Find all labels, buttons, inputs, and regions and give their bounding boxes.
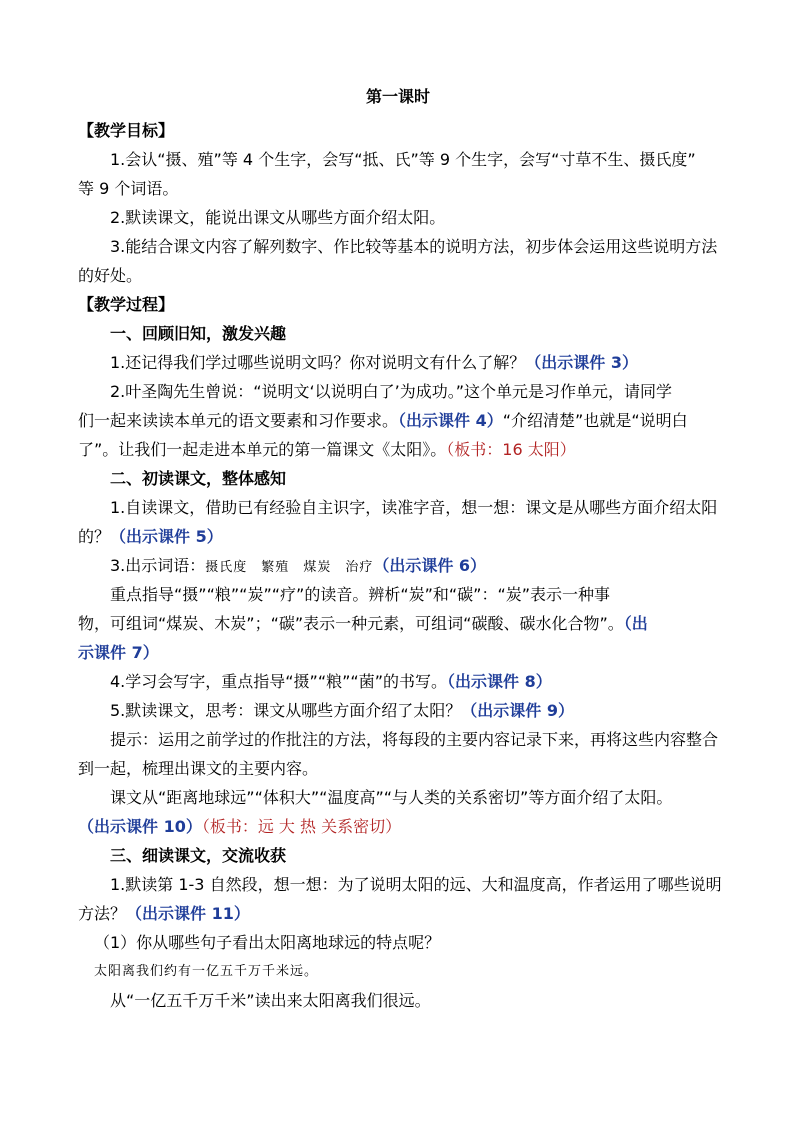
slide-tag: （出 bbox=[623, 614, 648, 633]
para-text: 5.默读课文，思考：课文从哪些方面介绍了太阳？ bbox=[110, 701, 462, 720]
section-2-para-4-line-2 bbox=[78, 609, 718, 638]
slide-tag: （出示课件 8） bbox=[447, 672, 552, 691]
section-2-para-6 bbox=[78, 696, 718, 725]
section-3-heading: 三、细读课文，交流收获 bbox=[110, 846, 287, 865]
word-1: 摄氏度 bbox=[205, 560, 248, 575]
para-text: “介绍清楚”也就是“说明白 bbox=[502, 411, 688, 430]
section-2-para-8-line-1: 课文从“距离地球远”“体积大”“温度高”“与人类的关系密切”等方面介绍了太阳。 bbox=[110, 788, 673, 807]
slide-tag: （出示课件 3） bbox=[525, 353, 638, 372]
section-2-para-5 bbox=[78, 667, 718, 696]
slide-tag: 课件 7） bbox=[94, 643, 159, 662]
section-3-para-1-line-2 bbox=[78, 899, 718, 928]
section-2-para-3 bbox=[78, 551, 718, 580]
section-2-para-4-line-1: 重点指导“摄”“粮”“炭”“疗”的读音。辨析“炭”和“碳”：“炭”表示一种事 bbox=[110, 585, 611, 604]
objective-2: 2.默读课文，能说出课文从哪些方面介绍太阳。 bbox=[110, 208, 446, 227]
section-2-para-8-line-2 bbox=[78, 812, 718, 841]
objective-1-line-1: 1.会认“摄、殖”等 4 个生字，会写“抵、氏”等 9 个生字，会写“寸草不生、摄氏度” bbox=[110, 150, 696, 169]
objectives-header: 【教学目标】 bbox=[78, 121, 175, 140]
board-note: （板书：16 太阳） bbox=[446, 440, 576, 459]
word-2: 繁殖 bbox=[261, 560, 290, 575]
slide-tag: 示 bbox=[78, 643, 95, 662]
para-text: 方法？ bbox=[78, 904, 127, 923]
section-1-heading: 一、回顾旧知，激发兴趣 bbox=[110, 324, 287, 343]
section-2-para-4-line-3 bbox=[78, 638, 718, 667]
objective-3-line-2: 的好处。 bbox=[78, 266, 143, 285]
para-text: 物，可组词“煤炭、木炭”；“碳”表示一种元素，可组词“碳酸、碳水化合物”。 bbox=[78, 614, 624, 633]
word-3: 煤炭 bbox=[303, 560, 332, 575]
section-1-para-2-line-2 bbox=[78, 406, 718, 435]
section-2-para-7-line-2: 到一起，梳理出课文的主要内容。 bbox=[78, 759, 319, 778]
slide-tag: （出示课件 6） bbox=[373, 556, 487, 575]
para-text: 们一起来读读本单元的语文要素和习作要求。 bbox=[78, 411, 399, 430]
objective-3-line-1: 3.能结合课文内容了解列数字、作比较等基本的说明方法，初步体会运用这些说明方法 bbox=[110, 237, 718, 256]
section-3-answer: 从“一亿五千万千米”读出来太阳离我们很远。 bbox=[110, 991, 431, 1010]
slide-tag: （出示课件 5） bbox=[110, 527, 223, 546]
process-header: 【教学过程】 bbox=[78, 295, 175, 314]
para-text: 的？ bbox=[78, 527, 111, 546]
section-3-question-1: （1）你从哪些句子看出太阳离地球远的特点呢？ bbox=[94, 933, 441, 952]
section-2-heading: 二、初读课文，整体感知 bbox=[110, 469, 287, 488]
slide-tag: （出示课件 10） bbox=[78, 817, 202, 836]
para-text: 1.还记得我们学过哪些说明文吗？你对说明文有什么了解？ bbox=[110, 353, 526, 372]
slide-tag: （出示课件 9） bbox=[461, 701, 574, 720]
section-1-para-1 bbox=[78, 348, 718, 377]
section-1-para-2-line-3 bbox=[78, 435, 718, 464]
slide-tag: （出示课件 11） bbox=[126, 904, 250, 923]
para-text: 3.出示词语： bbox=[110, 556, 206, 575]
slide-tag: （出示课件 4） bbox=[398, 411, 503, 430]
document-content bbox=[78, 86, 722, 1015]
section-2-para-1-line-2 bbox=[78, 522, 718, 551]
para-text: 了”。让我们一起走进本单元的第一篇课文《太阳》。 bbox=[78, 440, 447, 459]
page-title: 第一课时 bbox=[365, 87, 430, 106]
section-2-para-1-line-1: 1.自读课文，借助已有经验自主识字，读准字音，想一想：课文是从哪些方面介绍太阳 bbox=[110, 498, 718, 517]
section-2-para-7-line-1: 提示：运用之前学过的作批注的方法，将每段的主要内容记录下来，再将这些内容整合 bbox=[110, 730, 719, 749]
section-3-para-1-line-1: 1.默读第 1-3 自然段，想一想：为了说明太阳的远、大和温度高，作者运用了哪些说明 bbox=[110, 875, 722, 894]
board-note: （板书：远 大 热 关系密切） bbox=[201, 817, 402, 836]
para-text: 4.学习会写字，重点指导“摄”“粮”“菌”的书写。 bbox=[110, 672, 448, 691]
objective-1-line-2: 等 9 个词语。 bbox=[78, 179, 179, 198]
section-3-quote: 太阳离我们约有一亿五千万千米远。 bbox=[94, 964, 319, 979]
word-4: 治疗 bbox=[345, 560, 374, 575]
section-1-para-2-line-1: 2.叶圣陶先生曾说：“说明文‘以说明白了’为成功。”这个单元是习作单元，请同学 bbox=[110, 382, 673, 401]
